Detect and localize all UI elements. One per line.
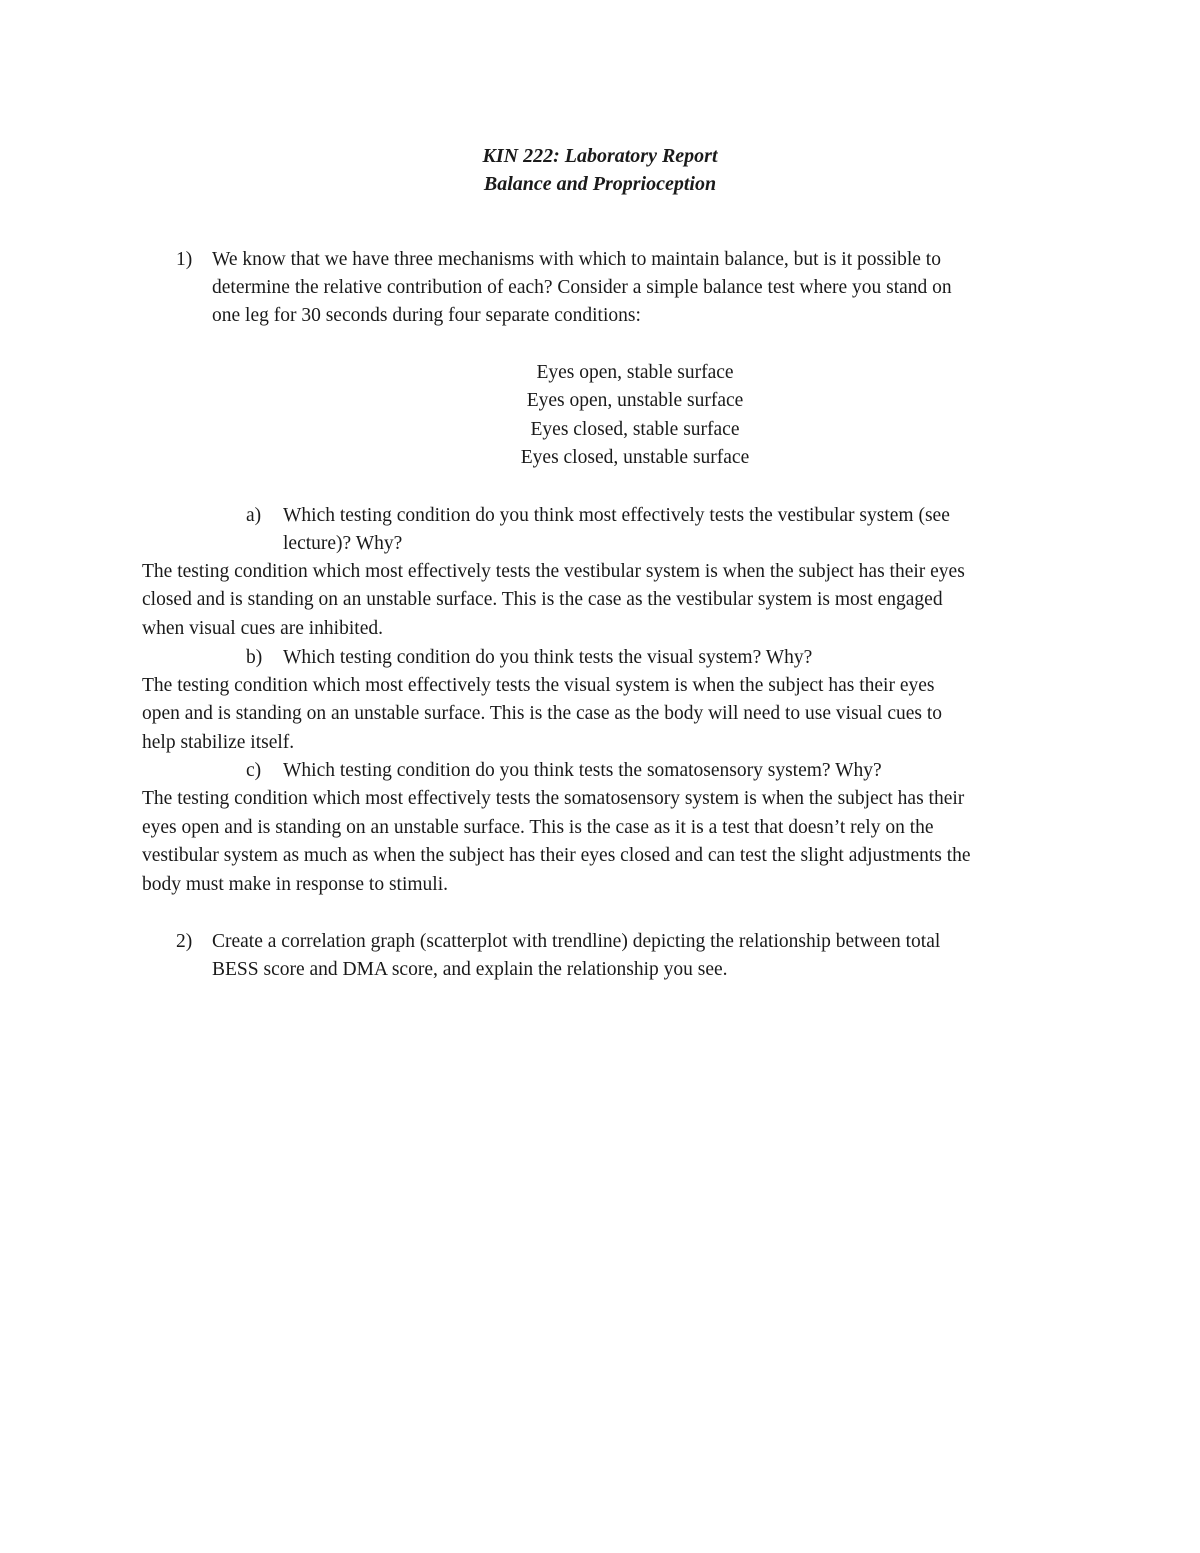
condition-item: Eyes closed, unstable surface (520, 447, 750, 468)
answer-b-line: open and is standing on an unstable surface. This is the case as the body will need to use visual cues to (142, 703, 943, 724)
question-2-number: 2) (176, 931, 193, 952)
condition-item: Eyes open, unstable surface (526, 390, 744, 411)
answer-a-line: closed and is standing on an unstable surface. This is the case as the vestibular system is most engaged (142, 589, 943, 610)
question-2-line: Create a correlation graph (scatterplot with trendline) depicting the relationship between total (212, 931, 941, 952)
subquestion-c-text: Which testing condition do you think tests the somatosensory system? Why? (283, 760, 882, 781)
answer-b-line: help stabilize itself. (142, 732, 295, 753)
question-2-line: BESS score and DMA score, and explain the relationship you see. (212, 959, 728, 980)
answer-a-line: The testing condition which most effectively tests the vestibular system is when the subject has their eyes (142, 561, 965, 582)
answer-b-line: The testing condition which most effectively tests the visual system is when the subject has their eyes (142, 675, 935, 696)
question-1-line: determine the relative contribution of each? Consider a simple balance test where you stand on (212, 277, 952, 298)
subquestion-a-text: Which testing condition do you think most effectively tests the vestibular system (see (283, 505, 950, 526)
document-subtitle: Balance and Proprioception (483, 173, 717, 195)
answer-c-line: vestibular system as much as when the subject has their eyes closed and can test the slight adjustments the (142, 845, 971, 866)
answer-c-line: eyes open and is standing on an unstable surface. This is the case as it is a test that doesn’t rely on the (142, 817, 934, 838)
answer-c-line: body must make in response to stimuli. (142, 874, 449, 895)
question-1-number: 1) (176, 249, 193, 270)
document-title: KIN 222: Laboratory Report (482, 145, 718, 167)
answer-c-line: The testing condition which most effectively tests the somatosensory system is when the subject has their (142, 788, 965, 809)
subquestion-b-text: Which testing condition do you think tests the visual system? Why? (283, 647, 813, 668)
subquestion-a-text: lecture)? Why? (283, 533, 403, 554)
question-1-line: one leg for 30 seconds during four separate conditions: (212, 305, 641, 326)
subquestion-a-label: a) (246, 505, 262, 526)
subquestion-b-label: b) (246, 647, 263, 668)
condition-item: Eyes open, stable surface (536, 362, 734, 383)
question-1-line: We know that we have three mechanisms with which to maintain balance, but is it possible to (212, 249, 941, 270)
condition-item: Eyes closed, stable surface (530, 419, 740, 440)
answer-a-line: when visual cues are inhibited. (142, 618, 383, 639)
subquestion-c-label: c) (246, 760, 262, 781)
